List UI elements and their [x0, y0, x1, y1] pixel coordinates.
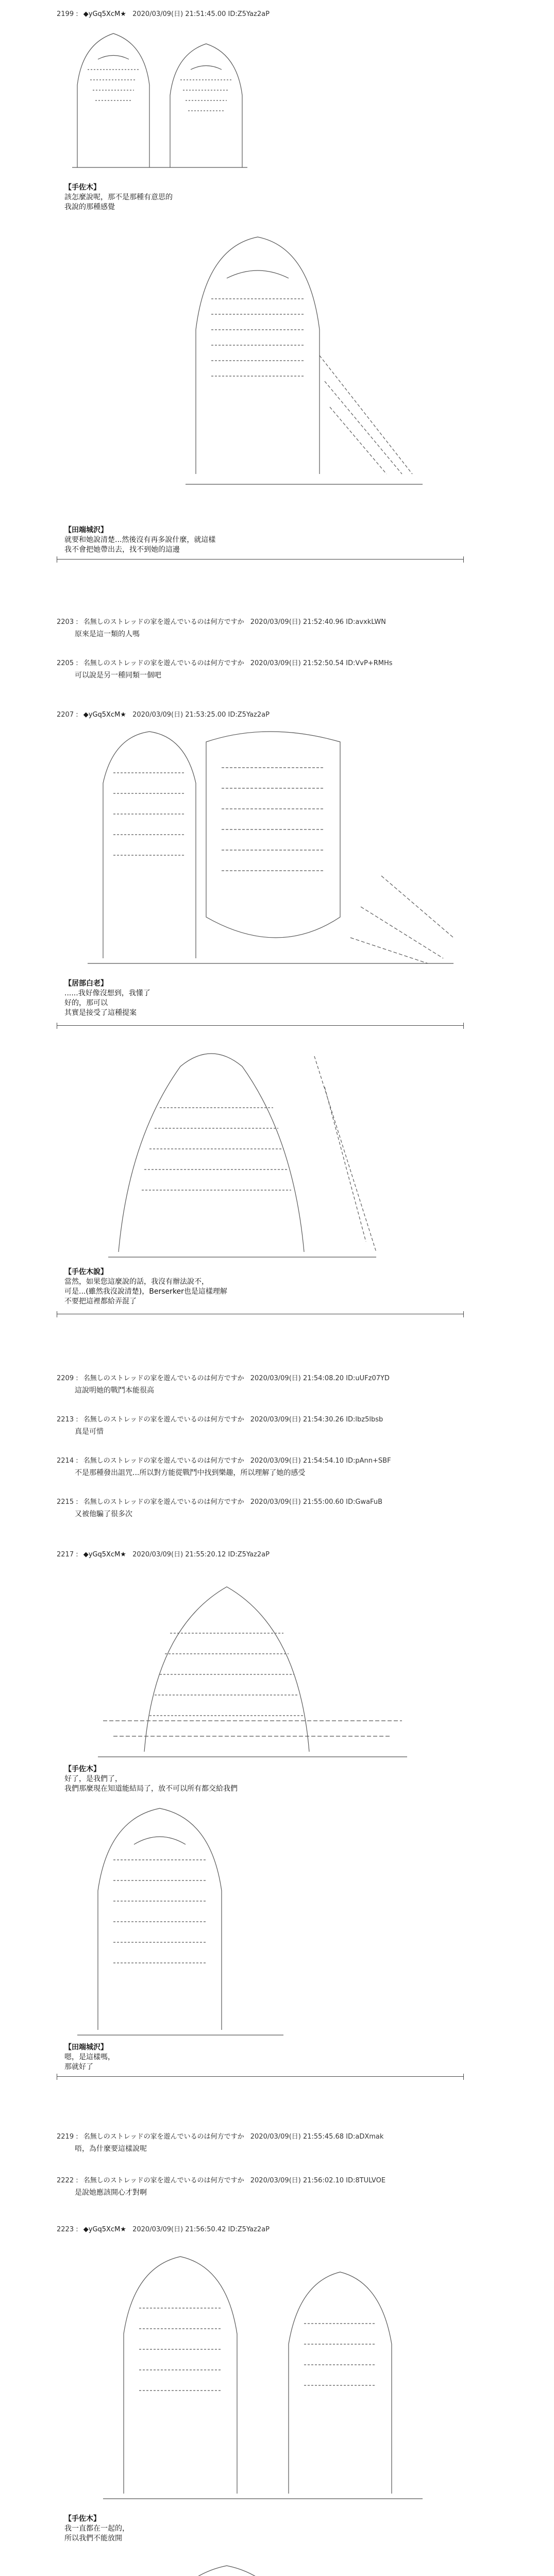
post-number: 2215 :	[57, 1498, 78, 1506]
speaker-name: 【田端城沢】	[64, 2043, 108, 2052]
post-author[interactable]: 名無しのストレッドの家を遊んでいるのは何方ですか	[83, 618, 244, 626]
speech-block	[64, 2043, 115, 2072]
post-body-line: 唔，為什麼要這樣說呢	[75, 2145, 147, 2153]
speech-line: 我一直都在一起的，	[64, 2524, 129, 2533]
speaker-name: 【手佐木說】	[64, 1268, 108, 1276]
post-number: 2214 :	[57, 1457, 78, 1465]
divider	[57, 1025, 464, 1026]
post-date: 2020/03/09(日) 21:55:20.12 ID:Z5Yaz2aP	[132, 1551, 270, 1558]
art-long-hair-figure-svg	[93, 1566, 412, 1762]
post-body-line: 是說她應該開心才對啊	[75, 2189, 147, 2197]
ascii-art-character-pair-scene	[67, 23, 253, 178]
speech-line: 那就好了	[64, 2063, 93, 2071]
speech-block	[64, 979, 150, 1018]
post-header	[57, 1457, 391, 1465]
post-header	[57, 1416, 383, 1424]
post-number: 2207 :	[57, 711, 78, 719]
post-body	[75, 630, 140, 639]
post-header	[57, 711, 270, 719]
ascii-art-standing-pair	[82, 2246, 443, 2504]
post-author[interactable]: 名無しのストレッドの家を遊んでいるのは何方ですか	[83, 1457, 244, 1465]
post-header	[57, 2133, 383, 2141]
post-date: 2020/03/09(日) 21:52:40.96 ID:avxkLWN	[250, 618, 386, 626]
speech-line: 好了，是我們了，	[64, 1775, 122, 1783]
speech-line: 嗯，是這樣嗎，	[64, 2053, 115, 2061]
post-author[interactable]: ◆yGq5XcM★	[83, 1551, 126, 1558]
post-number: 2205 :	[57, 659, 78, 667]
post-header	[57, 1551, 270, 1559]
post-body-line: 可以說是另一種同類一個吧	[75, 671, 161, 680]
post-date: 2020/03/09(日) 21:55:45.68 ID:aDXmak	[250, 2133, 384, 2141]
post-body-line: 原來是這一類的人嗎	[75, 630, 140, 638]
speech-block	[64, 2514, 129, 2544]
ascii-art-sitting-figure	[82, 2550, 402, 2576]
art-standing-pair-svg	[82, 2246, 443, 2504]
post-header	[57, 618, 386, 626]
speech-line: 就要和她說清楚...然後沒有再多說什麼，就這樣	[64, 536, 216, 544]
post-header	[57, 10, 270, 19]
post-body	[75, 1468, 305, 1478]
speech-line: 當然，如果您這麼說的話，我沒有辦法說不，	[64, 1278, 209, 1286]
art-battle-scene-svg	[72, 721, 464, 974]
speaker-name: 【手佐木】	[64, 2515, 100, 2523]
post-date: 2020/03/09(日) 21:53:25.00 ID:Z5Yaz2aP	[132, 711, 270, 719]
speech-line: 其實是接受了這種提案	[64, 1009, 137, 1017]
speaker-name: 【居部白老】	[64, 979, 108, 988]
post-number: 2222 :	[57, 2177, 78, 2184]
post-body	[75, 2188, 147, 2198]
post-header	[57, 659, 393, 668]
post-body-line: 真是可惜	[75, 1428, 104, 1436]
post-number: 2199 :	[57, 10, 78, 18]
ascii-art-battle-scene	[72, 721, 464, 974]
speaker-name: 【手佐木】	[64, 183, 100, 192]
speaker-name: 【手佐木】	[64, 1765, 100, 1773]
post-body-line: 不是那種發出詛咒...所以對方能從戰鬥中找到樂趣，所以理解了她的感受	[75, 1469, 306, 1477]
post-author[interactable]: ◆yGq5XcM★	[83, 2226, 126, 2233]
art-hooded-figure-svg	[155, 227, 433, 495]
speech-block	[64, 1765, 238, 1794]
post-number: 2209 :	[57, 1375, 78, 1382]
post-number: 2203 :	[57, 618, 78, 626]
post-author[interactable]: 名無しのストレッドの家を遊んでいるのは何方ですか	[83, 1375, 244, 1382]
ascii-art-long-hair-figure	[93, 1566, 412, 1762]
post-author[interactable]: 名無しのストレッドの家を遊んでいるのは何方ですか	[83, 2133, 244, 2141]
post-author[interactable]: 名無しのストレッドの家を遊んでいるのは何方ですか	[83, 659, 244, 667]
art-armored-figure-svg	[98, 1036, 387, 1262]
post-body	[75, 2144, 147, 2154]
post-date: 2020/03/09(日) 21:54:08.20 ID:uUFz07YD	[250, 1375, 390, 1382]
post-header	[57, 1375, 390, 1383]
speech-line: 好的，那可以	[64, 999, 108, 1007]
post-number: 2223 :	[57, 2226, 78, 2233]
ascii-art-kneeling-figure	[67, 1798, 294, 2040]
speech-block	[64, 1267, 227, 1307]
post-date: 2020/03/09(日) 21:55:00.60 ID:GwaFuB	[250, 1498, 382, 1506]
speech-line: 我說的那種感覺	[64, 203, 115, 211]
post-date: 2020/03/09(日) 21:51:45.00 ID:Z5Yaz2aP	[132, 10, 270, 18]
post-date: 2020/03/09(日) 21:52:50.54 ID:VvP+RMHs	[250, 659, 393, 667]
divider	[57, 2076, 464, 2077]
post-date: 2020/03/09(日) 21:56:02.10 ID:8TULVOE	[250, 2177, 386, 2184]
post-author[interactable]: 名無しのストレッドの家を遊んでいるのは何方ですか	[83, 1498, 244, 1506]
post-header	[57, 2177, 385, 2185]
speech-block	[64, 526, 215, 555]
post-author[interactable]: ◆yGq5XcM★	[83, 711, 126, 719]
speech-line: 我不會把她帶出去，找不到她的這邊	[64, 546, 180, 554]
post-author[interactable]: 名無しのストレッドの家を遊んでいるのは何方ですか	[83, 1416, 244, 1423]
post-header	[57, 2226, 270, 2234]
post-number: 2213 :	[57, 1416, 78, 1423]
post-author[interactable]: ◆yGq5XcM★	[83, 10, 126, 18]
post-body	[75, 1386, 154, 1396]
art-character-pair-scene-svg	[67, 23, 253, 178]
ascii-art-hooded-figure	[155, 227, 433, 495]
post-date: 2020/03/09(日) 21:54:54.10 ID:pAnn+SBF	[250, 1457, 391, 1465]
post-body-line: 又被他騙了很多次	[75, 1510, 132, 1518]
speech-line: 可是...(雖然我沒說清楚)，Berserker也是這樣理解	[64, 1287, 227, 1296]
post-number: 2217 :	[57, 1551, 78, 1558]
divider	[57, 559, 464, 560]
speech-line: ......我好像沒想到，我懂了	[64, 989, 150, 997]
post-body	[75, 671, 161, 681]
speech-line: 所以我們不能放開	[64, 2534, 122, 2543]
post-date: 2020/03/09(日) 21:54:30.26 ID:lbz5lbsb	[250, 1416, 383, 1423]
post-date: 2020/03/09(日) 21:56:50.42 ID:Z5Yaz2aP	[132, 2226, 270, 2233]
speaker-name: 【田端城沢】	[64, 526, 108, 534]
speech-block	[64, 183, 173, 212]
speech-line: 該怎麼說呢，那不是那種有意思的	[64, 193, 173, 201]
post-body	[75, 1427, 104, 1437]
post-header	[57, 1498, 382, 1506]
speech-line: 我們那麼現在知道能結局了，放不可以所有都交給我們	[64, 1785, 238, 1793]
post-number: 2219 :	[57, 2133, 78, 2141]
speech-line: 不要把這裡都給弄混了	[64, 1297, 137, 1306]
post-author[interactable]: 名無しのストレッドの家を遊んでいるのは何方ですか	[83, 2177, 244, 2184]
post-body-line: 這說明她的戰鬥本能很高	[75, 1386, 154, 1395]
art-sitting-figure-svg	[82, 2550, 402, 2576]
post-body	[75, 1510, 132, 1519]
ascii-art-armored-figure	[98, 1036, 387, 1262]
art-kneeling-figure-svg	[67, 1798, 294, 2040]
